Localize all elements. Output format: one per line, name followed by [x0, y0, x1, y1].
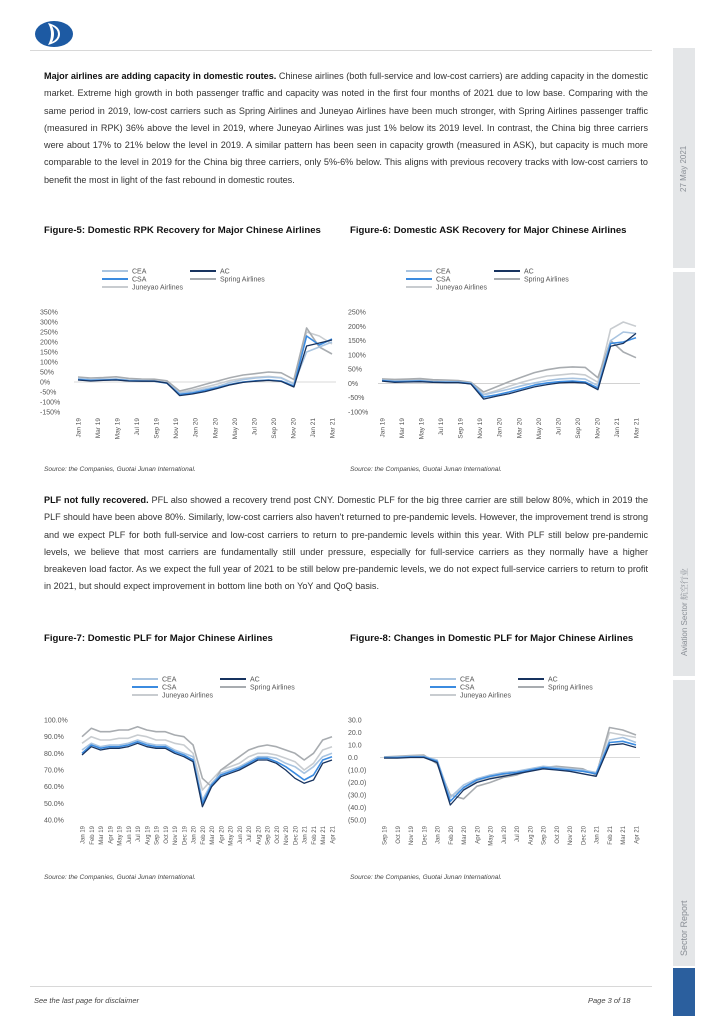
legend-item-cea — [132, 677, 177, 684]
y-tick-label: 50% — [40, 369, 55, 377]
y-tick-label: 70.0% — [44, 767, 64, 775]
x-tick-label: Jan 20 — [192, 418, 200, 438]
x-tick-label: Nov 19 — [409, 826, 416, 846]
paragraph-lead: PLF not fully recovered. — [44, 495, 149, 505]
y-tick-label: -50% — [348, 395, 365, 403]
legend-label: AC — [548, 676, 558, 684]
x-tick-label: Mar 21 — [633, 418, 641, 439]
x-tick-label: Sep 19 — [154, 826, 161, 846]
y-tick-label: 100.0% — [44, 717, 68, 725]
x-tick-label: Mar 19 — [399, 418, 407, 439]
x-tick-label: Jul 20 — [251, 418, 259, 436]
series-line-spring-airlines — [384, 728, 636, 799]
legend-item-ac — [494, 269, 534, 276]
legend-label: Spring Airlines — [524, 276, 569, 284]
legend-item-juneyao-airlines — [406, 285, 487, 292]
x-tick-label: Dec 19 — [182, 826, 189, 846]
y-tick-label: (40.0) — [348, 805, 367, 812]
paragraph-body: Chinese airlines (both full-service and low-cost carriers) are adding capacity in the domestic market. Extreme high growth in both passenger traffic and capacity was noted in the first four months of 2021 due to low base. Comparing with the same period in 2019, low-cost carriers such as Spring Airlines and Juneyao Airlines have been much stronger, with Spring Airlines passenger traffic (measured in RPK) 36% above the level in 2019, where Juneyao Airlines was just 1% below its 2019 level. In contrast, the China big three carriers were about 17% to 21% below the level in 2019. A similar pattern has been seen in capacity growth (measured in ASK), but capacity is much more comparable to the level in 2019 for the China big three carriers, only 5%-6% below. This aligns with previous recovery tracks with low-cost carriers to benefit the most in light of the fast rebound in domestic routes. — [44, 71, 648, 185]
x-tick-label: Sep 19 — [382, 826, 389, 846]
figure-6-source: Source: the Companies, Guotai Junan International. — [350, 466, 502, 473]
y-tick-label: 0% — [348, 380, 359, 388]
x-tick-label: Aug 19 — [145, 826, 152, 846]
paragraph-lead: Major airlines are adding capacity in domestic routes. — [44, 71, 277, 81]
legend-label: Juneyao Airlines — [460, 692, 511, 700]
x-tick-label: May 20 — [231, 418, 239, 440]
x-tick-label: Aug 20 — [256, 826, 263, 846]
legend-item-spring-airlines — [190, 277, 265, 284]
sidebar-accent — [673, 968, 695, 1016]
x-tick-label: Jan 21 — [594, 826, 601, 845]
legend-label: CEA — [132, 268, 147, 276]
x-tick-label: Jul 19 — [438, 418, 446, 436]
legend-label: CSA — [460, 684, 475, 692]
x-tick-label: Dec 20 — [581, 826, 588, 846]
x-tick-label: Jan 19 — [80, 826, 87, 845]
y-tick-label: 0% — [40, 379, 51, 387]
x-tick-label: Nov 20 — [290, 418, 298, 439]
y-tick-label: 300% — [40, 319, 58, 327]
x-tick-label: Feb 21 — [311, 826, 318, 845]
y-tick-label: 50% — [348, 366, 363, 374]
x-tick-label: Apr 19 — [108, 826, 115, 844]
x-tick-label: Nov 19 — [173, 826, 180, 846]
legend-item-juneyao-airlines — [102, 285, 183, 292]
x-tick-label: Nov 20 — [568, 826, 575, 846]
x-tick-label: Mar 20 — [212, 418, 220, 439]
legend-item-juneyao-airlines — [132, 693, 213, 700]
legend-item-csa — [102, 277, 147, 284]
x-tick-label: May 19 — [114, 418, 122, 440]
x-tick-label: Mar 20 — [210, 826, 217, 845]
x-tick-label: Oct 20 — [274, 826, 281, 844]
legend-item-juneyao-airlines — [430, 693, 511, 700]
x-tick-label: Nov 19 — [477, 418, 485, 439]
x-tick-label: Dec 20 — [293, 826, 300, 846]
x-tick-label: Sep 20 — [541, 826, 548, 846]
x-tick-label: Jan 19 — [379, 418, 387, 438]
legend-item-cea — [102, 269, 147, 276]
y-tick-label: -50% — [40, 389, 57, 397]
x-tick-label: Feb 20 — [200, 826, 207, 845]
x-tick-label: Jun 19 — [126, 826, 133, 845]
y-tick-label: -150% — [40, 409, 61, 417]
report-date: 27 May 2021 — [679, 145, 688, 192]
figure-6-title: Figure-6: Domestic ASK Recovery for Major Chinese Airlines — [350, 225, 627, 236]
y-tick-label: 100% — [348, 352, 366, 360]
report-type: Sector Report — [679, 900, 689, 956]
legend-label: CSA — [132, 276, 147, 284]
legend-label: Juneyao Airlines — [436, 284, 487, 292]
x-tick-label: Jul 20 — [555, 418, 563, 436]
x-tick-label: Jul 20 — [247, 826, 254, 843]
y-tick-label: 200% — [348, 323, 366, 331]
x-tick-label: Feb 20 — [448, 826, 455, 845]
figure-6-chart — [344, 262, 644, 462]
footer-disclaimer: See the last page for disclaimer — [34, 996, 140, 1005]
x-tick-label: Feb 21 — [607, 826, 614, 845]
x-tick-label: Jul 20 — [515, 826, 522, 843]
y-tick-label: 80.0% — [44, 750, 64, 758]
x-tick-label: Mar 21 — [329, 418, 337, 439]
x-tick-label: Jun 20 — [501, 826, 508, 845]
figure-5-source: Source: the Companies, Guotai Junan International. — [44, 466, 196, 473]
figure-8-title: Figure-8: Changes in Domestic PLF for Major Chinese Airlines — [350, 633, 634, 644]
footer-divider — [30, 986, 652, 987]
y-tick-label: 20.0 — [348, 730, 362, 737]
x-tick-label: May 19 — [418, 418, 426, 440]
y-tick-label: 30.0 — [348, 717, 362, 725]
figure-7-chart — [40, 670, 340, 870]
x-tick-label: Jan 19 — [75, 418, 83, 438]
legend-item-cea — [430, 677, 475, 684]
x-tick-label: Jan 20 — [435, 826, 442, 845]
legend-item-ac — [518, 677, 558, 684]
figure-8-chart — [344, 670, 644, 870]
y-tick-label: 250% — [40, 329, 58, 337]
x-tick-label: Nov 19 — [173, 418, 181, 439]
figure-7-source: Source: the Companies, Guotai Junan International. — [44, 874, 196, 881]
x-tick-label: Jul 19 — [136, 826, 143, 843]
sector-label: Aviation Sector 航空行业 — [680, 568, 689, 656]
legend-item-spring-airlines — [518, 685, 593, 692]
x-tick-label: Aug 20 — [528, 826, 535, 846]
x-tick-label: May 20 — [228, 826, 235, 846]
x-tick-label: Sep 20 — [265, 826, 272, 846]
legend-label: AC — [220, 268, 230, 276]
y-tick-label: 40.0% — [44, 817, 64, 825]
x-tick-label: Mar 20 — [516, 418, 524, 439]
legend-item-ac — [220, 677, 260, 684]
x-tick-label: May 19 — [117, 826, 124, 846]
x-tick-label: Nov 20 — [594, 418, 602, 439]
x-tick-label: Sep 20 — [574, 418, 582, 439]
y-tick-label: (50.0) — [348, 817, 367, 825]
x-tick-label: Jul 19 — [134, 418, 142, 436]
legend-item-csa — [132, 685, 177, 692]
legend-item-csa — [430, 685, 475, 692]
x-tick-label: Dec 19 — [422, 826, 429, 846]
legend-label: CSA — [162, 684, 177, 692]
x-tick-label: Jan 21 — [613, 418, 621, 438]
series-line-juneyao-airlines — [384, 733, 636, 797]
y-tick-label: 0.0 — [348, 755, 358, 762]
series-line-csa — [82, 742, 332, 804]
x-tick-label: Mar 21 — [321, 826, 328, 845]
x-tick-label: Jan 20 — [191, 826, 198, 845]
x-tick-label: Nov 20 — [284, 826, 291, 846]
company-logo — [34, 20, 74, 48]
x-tick-label: Mar 20 — [462, 826, 469, 845]
y-tick-label: 200% — [40, 339, 58, 347]
figure-7-title: Figure-7: Domestic PLF for Major Chinese Airlines — [44, 633, 273, 644]
y-tick-label: -100% — [40, 399, 61, 407]
legend-label: Juneyao Airlines — [132, 284, 183, 292]
legend-item-spring-airlines — [220, 685, 295, 692]
x-tick-label: Sep 19 — [153, 418, 161, 439]
figure-5-chart — [40, 262, 340, 462]
paragraph-capacity — [44, 68, 648, 189]
legend-label: CSA — [436, 276, 451, 284]
x-tick-label: Oct 19 — [395, 826, 402, 844]
y-tick-label: (30.0) — [348, 792, 367, 800]
y-tick-label: (20.0) — [348, 780, 367, 787]
figure-5-title: Figure-5: Domestic RPK Recovery for Major Chinese Airlines — [44, 225, 321, 236]
legend-item-spring-airlines — [494, 277, 569, 284]
x-tick-label: Mar 19 — [99, 826, 106, 845]
legend-label: CEA — [162, 676, 177, 684]
legend-label: Spring Airlines — [250, 684, 295, 692]
x-tick-label: Sep 19 — [457, 418, 465, 439]
y-tick-label: 60.0% — [44, 784, 64, 792]
x-tick-label: Apr 20 — [219, 826, 226, 844]
x-tick-label: Jan 20 — [496, 418, 504, 438]
legend-label: CEA — [460, 676, 475, 684]
paragraph-plf — [44, 492, 648, 596]
y-tick-label: 100% — [40, 359, 58, 367]
x-tick-label: Jun 20 — [237, 826, 244, 845]
y-tick-label: 250% — [348, 309, 366, 317]
legend-label: Spring Airlines — [548, 684, 593, 692]
y-tick-label: 10.0 — [348, 742, 362, 750]
sidebar-separator — [673, 676, 695, 680]
y-tick-label: 150% — [348, 338, 366, 346]
x-tick-label: Apr 21 — [634, 826, 641, 844]
y-tick-label: (10.0) — [348, 767, 367, 775]
legend-label: Juneyao Airlines — [162, 692, 213, 700]
paragraph-body: PFL also showed a recovery trend post CNY. Domestic PLF for the big three carrier are still below 80%, which in 2019 the PLF should have been above 80%. Similarly, low-cost carriers also haven't returned to pre-pandemic levels. However, the improvement trend is strong and we expect PLF for both full-service and low-cost carriers to return to pre-pandemic levels within this year. With PLF still below pre-pandemic levels, we believe that most carriers are fundamentally still under pressure, especially for full-service carriers as they normally have a higher breakeven load factor. As we expect the full year of 2021 to be still below pre-pandemic levels, we do not expect full-service carriers to return to profit in 2021, but should expect improvement in bottom line both on YoY and QoQ basis. — [44, 495, 648, 592]
legend-label: AC — [524, 268, 534, 276]
x-tick-label: Apr 20 — [475, 826, 482, 844]
x-tick-label: Jan 21 — [309, 418, 317, 438]
legend-item-cea — [406, 269, 451, 276]
y-tick-label: -100% — [348, 409, 369, 417]
x-tick-label: Sep 20 — [270, 418, 278, 439]
x-tick-label: May 20 — [535, 418, 543, 440]
series-line-cea — [82, 740, 332, 800]
sidebar-separator — [673, 268, 695, 272]
y-tick-label: 350% — [40, 309, 58, 317]
header-divider — [30, 50, 652, 51]
y-tick-label: 50.0% — [44, 800, 64, 808]
legend-item-ac — [190, 269, 230, 276]
x-tick-label: Oct 19 — [163, 826, 170, 844]
x-tick-label: Feb 19 — [89, 826, 96, 845]
y-tick-label: 150% — [40, 349, 58, 357]
figure-8-source: Source: the Companies, Guotai Junan International. — [350, 874, 502, 881]
x-tick-label: Apr 21 — [330, 826, 337, 844]
legend-item-csa — [406, 277, 451, 284]
x-tick-label: Oct 20 — [554, 826, 561, 844]
series-line-ac — [384, 744, 636, 805]
legend-label: CEA — [436, 268, 451, 276]
x-tick-label: Jan 21 — [302, 826, 309, 845]
legend-label: AC — [250, 676, 260, 684]
y-tick-label: 90.0% — [44, 734, 64, 742]
x-tick-label: Mar 21 — [621, 826, 628, 845]
page-number: Page 3 of 18 — [588, 996, 631, 1005]
x-tick-label: Mar 19 — [95, 418, 103, 439]
legend-label: Spring Airlines — [220, 276, 265, 284]
x-tick-label: May 20 — [488, 826, 495, 846]
